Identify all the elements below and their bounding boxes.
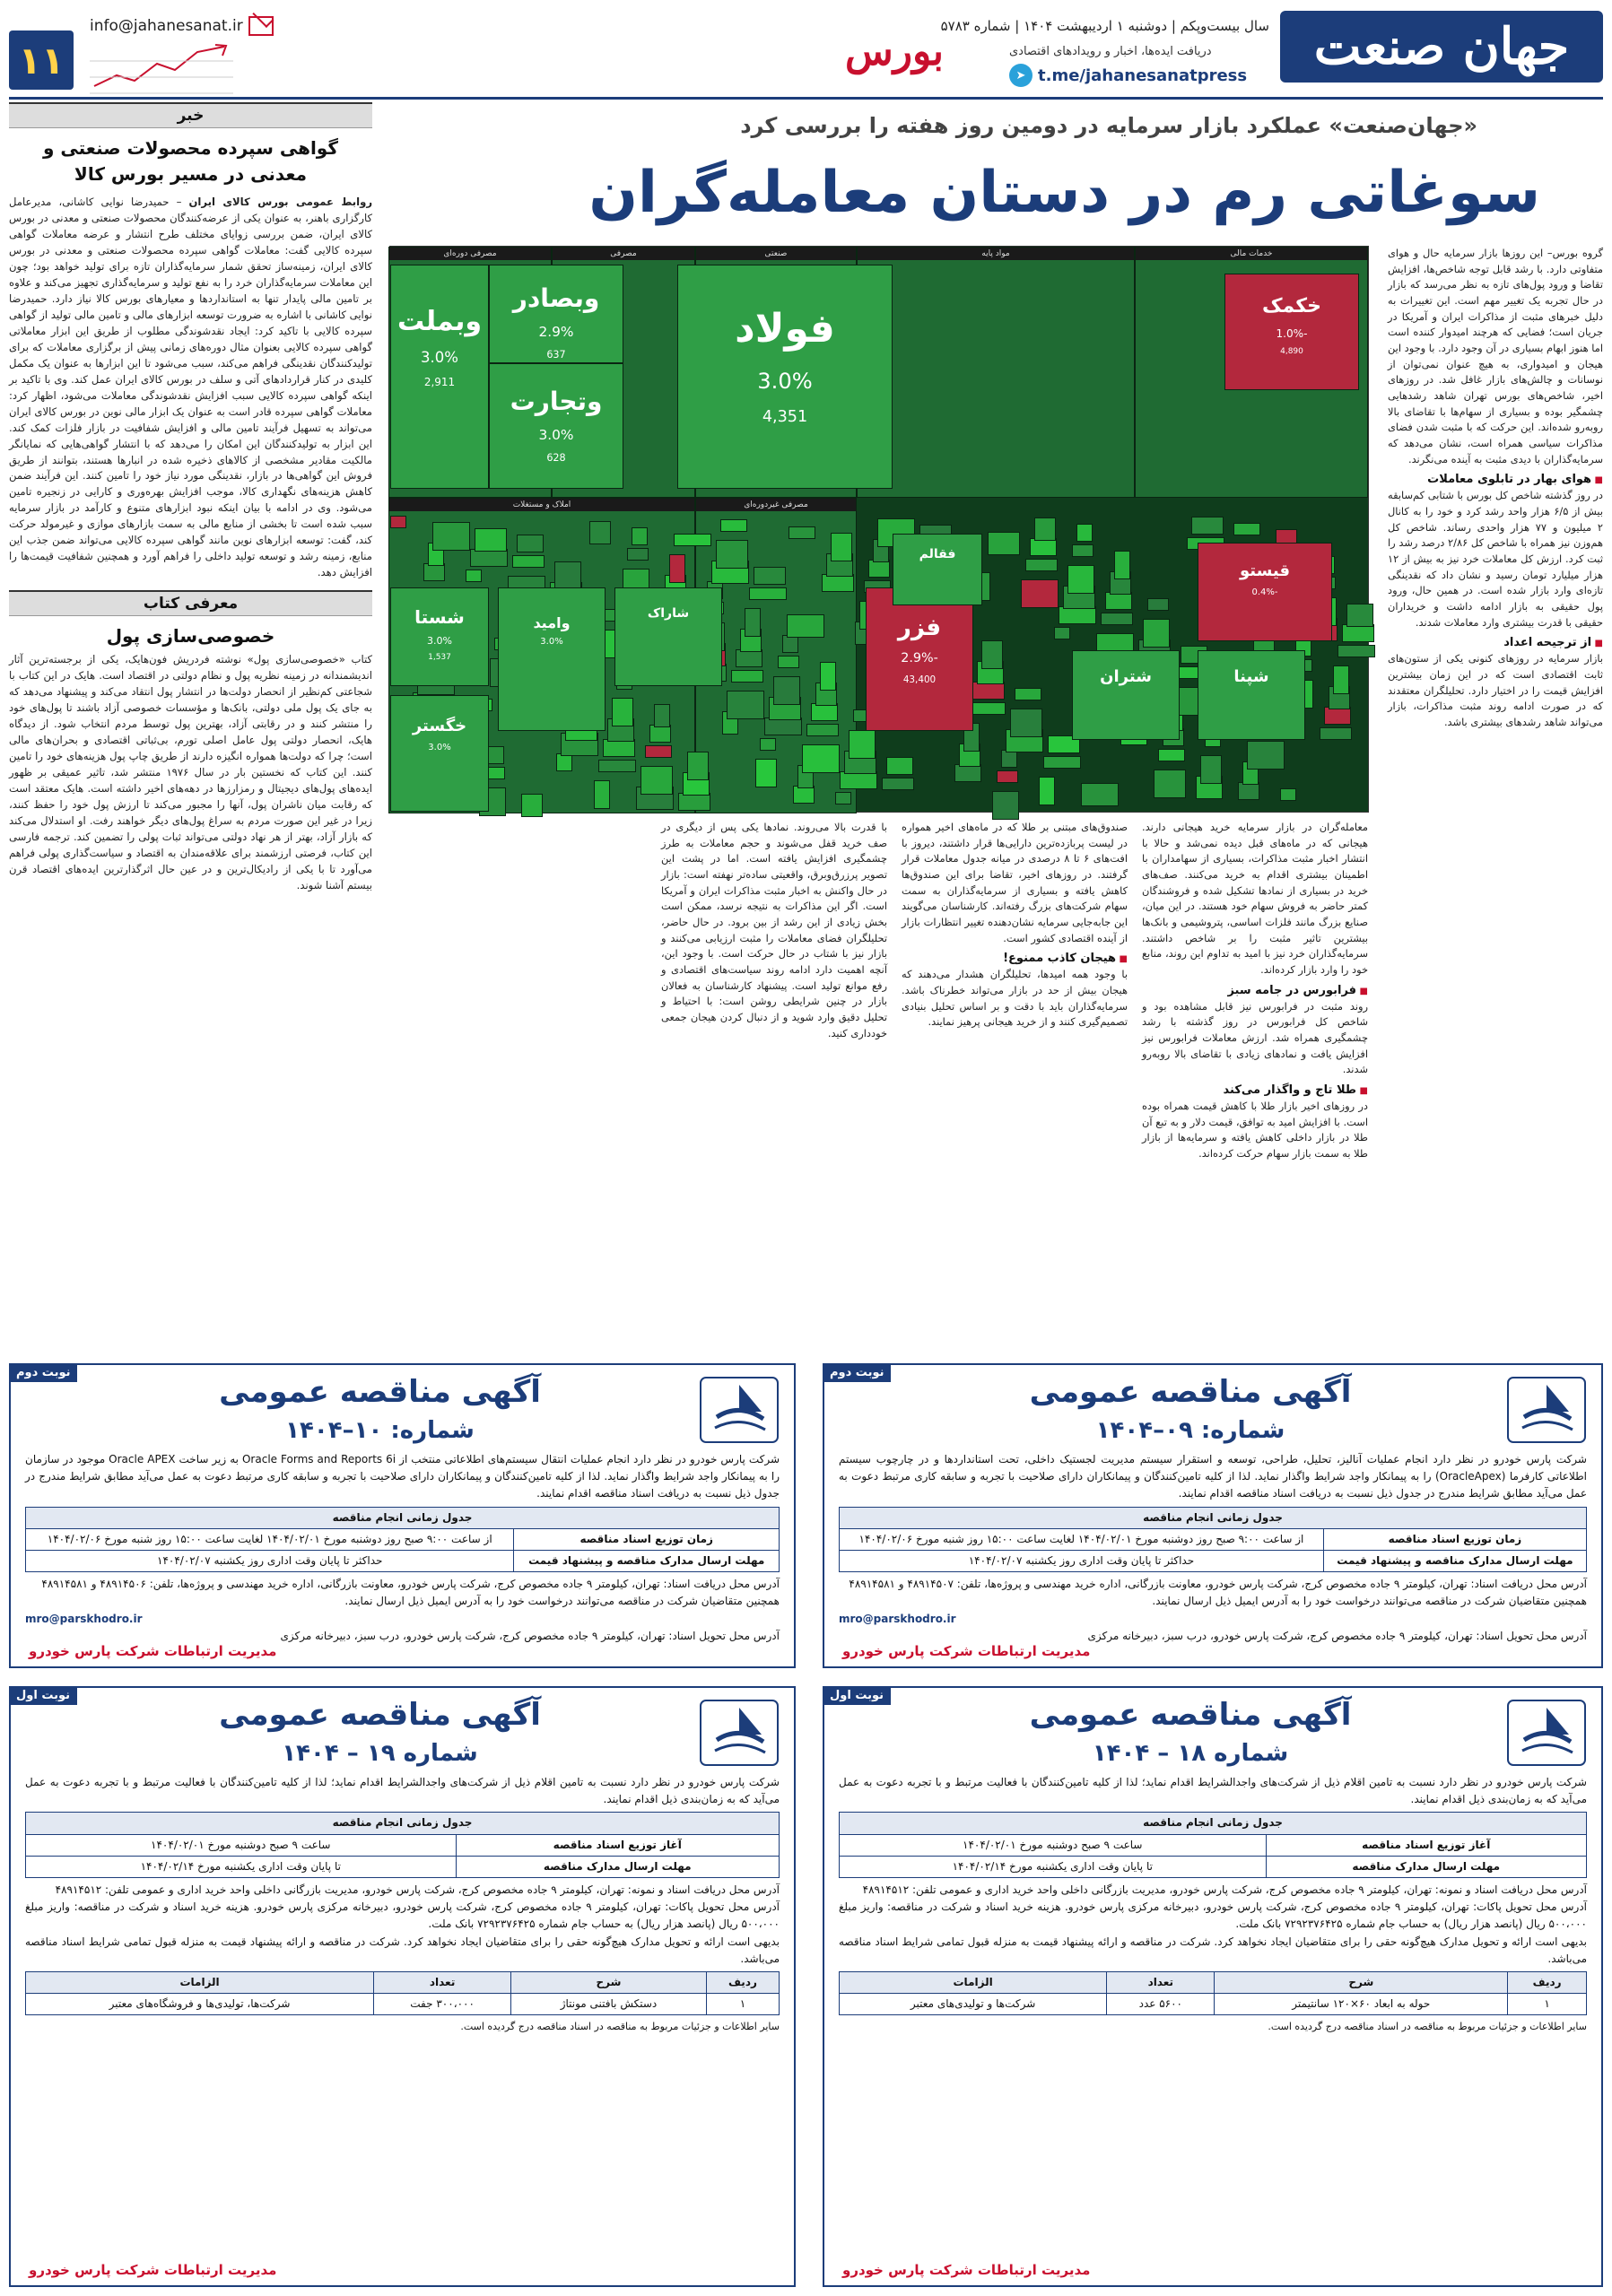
masthead xyxy=(9,11,1603,99)
heatmap-minor-tile[interactable] xyxy=(1001,750,1017,768)
header-rule xyxy=(9,97,1603,100)
heatmap-tile-name: وامید xyxy=(533,613,571,631)
ad-address-3: بدیهی است ارائه و تحویل مدارک هیچ‌گونه حقی را برای متقاضیان ایجاد نخواهد کرد. شرکت در مناقصه و ارائه پیشنهاد قیمت به منزله قبول تمامی شرایط اسناد مناقصه می‌باشد. xyxy=(25,1935,780,1965)
schedule-label: زمان توزیع اسناد مناقصه xyxy=(514,1528,780,1550)
heatmap-sector-label: مصرفی دوره‌ای xyxy=(389,248,551,260)
items-cell: ۵۶۰۰ عدد xyxy=(1107,1994,1215,2015)
heatmap-sector-label: مواد پایه xyxy=(858,248,1134,260)
heatmap-tile-name: فقالم xyxy=(919,547,956,562)
page-number: ۱۱ xyxy=(9,30,74,90)
column-2-subhead-1: ■ فرابورس در جامه سبز xyxy=(1142,984,1368,997)
items-cell: دستکش بافتنی مونتاژ xyxy=(511,1994,707,2015)
heatmap-minor-tile[interactable] xyxy=(603,739,635,757)
heatmap-minor-tile[interactable] xyxy=(1039,777,1055,805)
heatmap-tile[interactable] xyxy=(1198,650,1305,740)
column-2-text-b: روند مثبت در فرابورس نیز قابل مشاهده بود و شاخص کل فرابورس در روز گذشته با رشد چشمگیری همراه شد. ارزش معاملات فرابورس نیز افزایش یافت و نمادهای زیادی با تقاضای بالا روبه‌رو شدند. xyxy=(1142,999,1368,1076)
heatmap-minor-tile[interactable] xyxy=(1158,749,1185,761)
heatmap-minor-tile[interactable] xyxy=(1059,606,1096,624)
heatmap-minor-tile[interactable] xyxy=(594,780,610,809)
heatmap-minor-tile[interactable] xyxy=(678,793,710,811)
schedule-label: مهلت ارسال مدارک مناقصه xyxy=(1266,1856,1586,1877)
items-table xyxy=(25,1971,780,2015)
heatmap-tile-percent: 3.0% xyxy=(540,637,563,648)
heatmap-tile[interactable] xyxy=(498,587,606,731)
items-cell: ۱ xyxy=(706,1994,779,2015)
heatmap-minor-tile[interactable] xyxy=(736,649,762,667)
heatmap-minor-tile[interactable] xyxy=(1333,665,1349,694)
heatmap-minor-tile[interactable] xyxy=(512,555,545,568)
heatmap-tile-value: 1,537 xyxy=(428,652,451,662)
news-body-text: – حمیدرضا نوایی کاشانی، مدیرعامل کارگزاری باهنر، به عنوان یکی از عرضه‌کنندگان محصولات صنعتی و معدنی در بورس کالای ایران، ضمن بررسی زوایای مختلف طرح انتشار و عرضه معاملات گواهی سپرده کالایی گفت: معاملات گواهی سپرده محصولات صنعتی و معدنی در بورس کالای ایران، زمینه‌ساز تحقق شمار سرمایه‌گذاران تازه برای تولید خواهد بود؛ چون این معاملات سرمایه‌گذاران خرد را به نفع تولید و سرمایه‌گذاری تجهیز می‌کند و علاوه بر تامین مالی پایدار تنها به استانداردها و معیارهای بورس کالا نیاز دارد. حمیدرضا نوایی کاشانی با اشاره به ضرورت توسعه ابزارهای مالی و تامین مالی تولید از گواهی سپرده کالایی با تاکید کرد: ایجاد نقدشوندگی مطلوب از طریق این ابزار معاملاتی گواهی سپرده کالایی بعنوان مثال دوره‌های زمانی پیش از برگزاری معاملات که برای تولیدکنندگان نقدینگی فراهم می‌کند، سبب می‌شود تا این ابزارها به عنوان یک مکمل کلیدی در کنار قراردادهای آتی و سلف در بورس کالای ایران عمل کند. وی با تاکید بر اینکه گواهی سپرده کالایی سبب افزایش نقدشوندگی معاملات می‌شود، اظهار کرد: معاملات گواهی سپرده قادر است به عنوان یک ابزار مالی نوین در بورس کالای ایران می‌تواند به تسهیل فرآیند تامین مالی و افزایش شفافیت در بازار فلزات کمک کند. این ابزار به تولیدکنندگان این امکان را می‌دهد که با انتشار گواهی‌هایی که نمایانگر مالکیت مقادیر مشخصی از کالاهای ذخیره شده در انبارها هستند، بتوانند از طریق فروش این گواهی‌ها در بازار، نقدینگی مورد نیاز خود را تامین کنند. این فرآیند ضمن کاهش هزینه‌های نگهداری کالا، موجب افزایش بهره‌وری و کارایی در زنجیره تامین می‌شود. وی در ادامه با بیان اینکه نبود ابزارهای متنوع و کارآمد در بازار سرمایه سبب شده است تا بخشی از منابع مالی به سمت بازارهای موازی و غیرمولد حرکت کند، گفت: توسعه ابزارهای نوین مانند گواهی سپرده کالایی می‌تواند ضمن جذب این منابع، زمینه رشد و توسعه تولید داخلی را فراهم آورد و همچنین شفافیت قیمت‌ها را افزایش دهد. xyxy=(9,196,372,579)
items-table xyxy=(839,1971,1587,2015)
heatmap-tile-percent: 3.0% xyxy=(538,427,574,443)
article-column-1 xyxy=(1388,246,1603,731)
heatmap-minor-tile[interactable] xyxy=(820,662,836,691)
heatmap-tile[interactable] xyxy=(390,587,489,686)
heatmap-minor-tile[interactable] xyxy=(1043,756,1081,769)
tender-ad xyxy=(9,1363,796,1668)
left-sidebar xyxy=(9,102,372,1358)
heatmap-minor-tile[interactable] xyxy=(1143,619,1170,648)
heatmap-tile-percent: 3.0% xyxy=(421,349,458,366)
heatmap-tile-percent: -1.0% xyxy=(1276,326,1308,340)
ad-signature: مدیریت ارتباطات شرکت پارس خودرو xyxy=(29,2262,277,2278)
heatmap-tile-name: شاراک xyxy=(647,605,690,621)
heatmap-minor-tile[interactable] xyxy=(1280,788,1296,801)
items-cell: شرکت‌ها، تولیدی‌ها و فروشگاه‌های معتبر xyxy=(26,1994,374,2015)
heatmap-minor-tile[interactable] xyxy=(954,764,981,782)
ad-footer-note: سایر اطلاعات و جزئیات مربوط به مناقصه در اسناد مناقصه درج گردیده است. xyxy=(460,2021,780,2033)
tender-ad xyxy=(823,1686,1603,2287)
heatmap-minor-tile[interactable] xyxy=(716,540,748,569)
heatmap-minor-tile[interactable] xyxy=(745,608,761,637)
schedule-table xyxy=(839,1812,1587,1878)
ad-address-2: همچنین متقاضیان شرکت در مناقصه می‌توانند درخواست خود را به آدرس ایمیل ذیل ارسال نمایند. xyxy=(344,1595,780,1608)
ad-footer-note: سایر اطلاعات و جزئیات مربوط به مناقصه در اسناد مناقصه درج گردیده است. xyxy=(1268,2021,1587,2033)
heatmap-minor-tile[interactable] xyxy=(632,527,648,545)
heatmap-tile-name: وتجارت xyxy=(510,387,603,417)
ad-address-2: همچنین متقاضیان شرکت در مناقصه می‌توانند درخواست خود را به آدرس ایمیل ذیل ارسال نمایند. xyxy=(1152,1595,1587,1608)
heatmap-tile-name: شتران xyxy=(1100,667,1152,686)
heatmap-minor-tile[interactable] xyxy=(1010,709,1042,737)
heatmap-minor-tile[interactable] xyxy=(589,521,611,544)
column-1-text: گروه بورس– این روزها بازار سرمایه حال و هوای متفاوتی دارد. با رشد قابل توجه شاخص‌ها، افزایش تقاضا و ورود پول‌های تازه به نظر می‌رسد که بازار در حال تجربه یک تغییر مهم است. این تغییرات به دلیل خبرهای مثبت از مذاکرات ایران و آمریکا در جریان است؛ فضایی که هرچند امیدوار کننده است اما هنوز ابهام بسیاری در آن وجود دارد. با وجود این هیجان و امیدواری، به هیچ عنوان نمی‌توان از نوسانات و چالش‌های بازار غافل شد. در روزهای اخیر، شاخص‌های بورس تهران شاهد رشدهایی چشمگیر بوده و بسیاری از سهام‌ها با تقاضای بالا روبه‌رو شده‌اند. این حرکت که با مثبت شدن فضای مذاکرات سیاسی همراه است، نشان می‌دهد که سرمایه‌گذاران با دیدی مثبت به آینده می‌نگرند. xyxy=(1388,247,1603,465)
ad-title: آگهی مناقصه عمومی xyxy=(219,1374,541,1410)
pars-khodro-logo-icon xyxy=(699,1376,780,1444)
ad-number: شماره: ۱۰–۱۴۰۴ xyxy=(285,1417,475,1444)
heatmap-minor-tile[interactable] xyxy=(988,532,1020,555)
ad-address-1: آدرس محل دریافت اسناد: تهران، کیلومتر ۹ جاده مخصوص کرج، شرکت پارس خودرو، معاونت بازرگانی، اداره خرید مهندسی و پروژه‌ها، تلفن: ۴۸۹۱۴۵۰۷ و ۴۸۹۱۴۵۸۱ xyxy=(849,1578,1587,1591)
heatmap-tile-value: 637 xyxy=(546,348,566,361)
schedule-table xyxy=(839,1507,1587,1573)
schedule-value: تا پایان وقت اداری یکشنبه مورخ ۱۴۰۴/۰۲/۱۴ xyxy=(26,1856,457,1877)
ad-address-3: بدیهی است ارائه و تحویل مدارک هیچ‌گونه حقی را برای متقاضیان ایجاد نخواهد کرد. شرکت در مناقصه و ارائه پیشنهاد قیمت به منزله قبول تمامی شرایط اسناد مناقصه می‌باشد. xyxy=(839,1935,1587,1965)
heatmap-minor-tile[interactable] xyxy=(612,698,633,726)
heatmap-tile-value: 628 xyxy=(546,452,566,464)
heatmap-tile-percent: 3.0% xyxy=(427,634,452,647)
ad-signature: مدیریت ارتباطات شرکت پارس خودرو xyxy=(29,1643,277,1659)
heatmap-tile[interactable] xyxy=(677,265,893,489)
column-4-text: با قدرت بالا می‌روند. نمادها یکی پس از دیگری در صف خرید قفل می‌شوند و حجم معاملات به طرز چشمگیری افزایش یافته است. اما در پشت این تصویر پرزرق‌وبرق، واقعیتی ساده‌تر نهفته است: بازار در حال واکنش به اخبار مثبت مذاکرات ایران و آمریکا است. اگر این مذاکرات به نتیجه نرسد، ممکن است بخش زیادی از این رشد از بین برود. در حال حاضر، تحلیلگران فضای معاملات را مثبت ارزیابی می‌کنند و بازار نیز با شتاب در حال حرکت است. با وجود این، آنچه اهمیت دارد ادامه روند سیاست‌های اقتصادی و رفع موانع تولید است. پیشنهاد کارشناسان به فعالان بازار در چنین شرایطی روشن است: با احتیاط و تحلیل دقیق وارد شوید و از دنبال کردن هیجان جمعی خودداری کنید. xyxy=(661,821,887,1039)
heatmap-minor-tile[interactable] xyxy=(1233,523,1260,535)
heatmap-tile-value: 4,351 xyxy=(762,408,808,427)
telegram-url[interactable]: t.me/jahanesanatpress xyxy=(1038,65,1248,85)
items-cell: شرکت‌ها و تولیدی‌های معتبر xyxy=(840,1994,1107,2015)
ad-round-tag: نوبت دوم xyxy=(823,1363,891,1382)
heatmap-minor-tile[interactable] xyxy=(669,554,685,583)
heatmap-minor-tile[interactable] xyxy=(1105,592,1132,610)
heatmap-minor-tile[interactable] xyxy=(968,702,1006,715)
items-header-cell: الزامات xyxy=(26,1971,374,1993)
heatmap-minor-tile[interactable] xyxy=(1067,565,1094,594)
heatmap-minor-tile[interactable] xyxy=(835,792,851,804)
heatmap-minor-tile[interactable] xyxy=(764,718,802,735)
heatmap-minor-tile[interactable] xyxy=(488,746,504,764)
column-3-text: صندوق‌های مبتنی بر طلا که در ماه‌های اخیر همواره در لیست پربازده‌ترین دارایی‌ها قرار داشتند، دیروز با افت‌های ۶ تا ۸ درصدی در میانه جدول معاملات قرار گرفتند. در روزهای اخیر، تقاضا برای این صندوق‌ها کاهش یافته و بسیاری از سرمایه‌گذاران به سمت سهام شرکت‌های بزرگ رفته‌اند. کارشناسان می‌گویند این جابه‌جایی سرمایه نشان‌دهنده تغییر انتظارات بازار از آینده اقتصادی کشور است. xyxy=(902,821,1128,944)
heatmap-tile-percent: -0.4% xyxy=(1251,587,1278,597)
heatmap-tile-name: فزر xyxy=(897,613,942,641)
ad-address-3: آدرس محل تحویل اسناد: تهران، کیلومتر ۹ جاده مخصوص کرج، شرکت پارس خودرو، درب سبز، دبیرخانه مرکزی xyxy=(280,1629,780,1642)
ad-title: آگهی مناقصه عمومی xyxy=(1029,1374,1352,1410)
heatmap-minor-tile[interactable] xyxy=(1030,538,1057,556)
heatmap-minor-tile[interactable] xyxy=(1034,517,1056,541)
heatmap-minor-tile[interactable] xyxy=(802,744,840,773)
ad-intro: شرکت پارس خودرو در نظر دارد انجام عملیات آنالیز، تحلیل، طراحی، توسعه و استقرار سیستم مدیریت لجستیک داخلی، تحت استانداردها و در چارچوب سیستم اطلاعاتی کارفرما (OracleApex) را به پیمانکار واجد شرایط واگذار نماید. لذا از کلیه تامین‌کنندگان و پیمانکاران دارای صلاحیت با تجربه و سابقه کاری مرتبط دعوت به عمل می‌آید مطابق شرایط مندرج در جدول ذیل نسبت به دریافت اسناد مناقصه اقدام نمایند. xyxy=(839,1453,1587,1500)
ad-address-3: آدرس محل تحویل اسناد: تهران، کیلومتر ۹ جاده مخصوص کرج، شرکت پارس خودرو، درب سبز، دبیرخانه مرکزی xyxy=(1087,1629,1587,1642)
heatmap-minor-tile[interactable] xyxy=(981,640,1003,669)
tender-ad xyxy=(823,1363,1603,1668)
items-cell: ۳۰۰،۰۰۰ جفت xyxy=(374,1994,511,2015)
ad-title: آگهی مناقصه عمومی xyxy=(219,1697,541,1733)
column-3-subhead-1: ■ هیجان کاذب ممنوع! xyxy=(902,952,1128,965)
heatmap-tile-percent: 3.0% xyxy=(428,743,451,753)
heatmap-minor-tile[interactable] xyxy=(1015,688,1041,700)
items-header-cell: شرح xyxy=(511,1971,707,1993)
ad-address-2: آدرس محل تحویل پاکات: تهران، کیلومتر ۹ جاده مخصوص کرج، شرکت پارس خودرو، دبیرخانه مرکزی پارس خودرو. هزینه خرید اسناد و شرکت در مناقصه: واریز مبلغ ۵۰۰،۰۰۰ ریال (پانصد هزار ریال) به حساب جام شماره ۷۲۹۲۳۷۶۴۲۵ بانک ملت. xyxy=(839,1900,1588,1931)
ad-address-1: آدرس محل دریافت اسناد و نمونه: تهران، کیلومتر ۹ جاده مخصوص کرج، شرکت پارس خودرو، مدیریت بازرگانی داخلی واحد خرید اداری و عمومی تلفن: ۴۸۹۱۴۵۱۲ xyxy=(862,1883,1587,1896)
items-cell: ۱ xyxy=(1508,1994,1587,2015)
heatmap-sector xyxy=(857,247,1135,498)
heatmap-minor-tile[interactable] xyxy=(822,574,854,592)
ad-number: شماره: ۰۹–۱۴۰۴ xyxy=(1095,1417,1285,1444)
schedule-label: مهلت ارسال مدارک مناقصه xyxy=(456,1856,779,1877)
schedule-table xyxy=(25,1507,780,1573)
ad-intro: شرکت پارس خودرو در نظر دارد انجام عملیات انتقال سیستم‌های اطلاعاتی منتخب از Oracle Forms and Reports 6i به زیر ساخت Oracle APEX موجود در سازمان را به پیمانکار واجد شرایط واگذار نماید. لذا از کلیه تامین‌کنندگان و پیمانکاران دارای صلاحیت با تجربه و سابقه کاری مرتبط دعوت به عمل می‌آید مطابق شرایط مندرج در جدول ذیل نسبت به دریافت اسناد مناقصه اقدام نمایند. xyxy=(25,1453,780,1500)
ad-intro: شرکت پارس خودرو در نظر دارد نسبت به تامین اقلام ذیل از شرکت‌های واجدالشرایط اقدام نماید؛ لذا از کلیه تامین‌کنندگان با فعالیت مرتبط و با تجربه دعوت به عمل می‌آید که به زمان‌بندی ذیل اقدام نمایند. xyxy=(839,1776,1587,1806)
ad-body xyxy=(839,1451,1587,1645)
ad-number: شماره ۱۹ – ۱۴۰۴ xyxy=(282,1740,478,1767)
heatmap-minor-tile[interactable] xyxy=(868,560,890,578)
heatmap-minor-tile[interactable] xyxy=(390,516,406,528)
items-header-cell: تعداد xyxy=(374,1971,511,1993)
heatmap-minor-tile[interactable] xyxy=(475,528,507,552)
article-column-2 xyxy=(1142,820,1368,1162)
ad-email[interactable]: mro@parskhodro.ir xyxy=(25,1612,143,1625)
email-address[interactable]: info@jahanesanat.ir xyxy=(90,17,243,35)
schedule-value: ساعت ۹ صبح دوشنبه مورخ ۱۴۰۴/۰۲/۰۱ xyxy=(26,1834,457,1856)
items-header-cell: الزامات xyxy=(840,1971,1107,1993)
article-kicker: «جهان‌صنعت» عملکرد بازار سرمایه در دومین روز هفته را بررسی کرد xyxy=(740,113,1477,138)
heatmap-sector-label: مصرفی غیردوره‌ای xyxy=(696,499,856,511)
heatmap-minor-tile[interactable] xyxy=(556,753,572,771)
heatmap-tile-percent: 2.9% xyxy=(538,323,574,340)
heatmap-minor-tile[interactable] xyxy=(997,770,1018,783)
book-title[interactable]: خصوصی‌سازی پول xyxy=(106,625,275,648)
heatmap-tile-name: خکمک xyxy=(1262,295,1321,318)
heatmap-minor-tile[interactable] xyxy=(1324,707,1351,725)
heatmap-minor-tile[interactable] xyxy=(727,691,764,719)
heatmap-minor-tile[interactable] xyxy=(1072,544,1094,557)
email-icon xyxy=(248,16,274,36)
schedule-value: از ساعت ۹:۰۰ صبح روز دوشنبه مورخ ۱۴۰۴/۰۲/۰۱ لغایت ساعت ۱۵:۰۰ روز شنبه مورخ ۱۴۰۴/۰۲/۰۶ xyxy=(26,1528,514,1550)
ad-number: شماره ۱۸ – ۱۴۰۴ xyxy=(1092,1740,1289,1767)
book-section-label: معرفی کتاب xyxy=(9,590,372,616)
heatmap-minor-tile[interactable] xyxy=(882,778,914,790)
pars-khodro-logo-icon xyxy=(1506,1699,1587,1767)
section-logo: بورس xyxy=(845,29,944,74)
heatmap-tile[interactable] xyxy=(1198,543,1332,641)
news-body xyxy=(9,195,372,581)
heatmap-minor-tile[interactable] xyxy=(1320,727,1352,740)
items-header-cell: تعداد xyxy=(1107,1971,1215,1993)
growth-chart-icon xyxy=(90,41,233,95)
schedule-label: زمان توزیع اسناد مناقصه xyxy=(1323,1528,1586,1550)
heatmap-minor-tile[interactable] xyxy=(645,745,672,758)
heatmap-minor-tile[interactable] xyxy=(789,526,815,539)
heatmap-minor-tile[interactable] xyxy=(849,730,876,759)
ad-round-tag: نوبت دوم xyxy=(9,1363,77,1382)
heatmap-minor-tile[interactable] xyxy=(598,760,636,772)
schedule-value: ساعت ۹ صبح دوشنبه مورخ ۱۴۰۴/۰۲/۰۱ xyxy=(840,1834,1267,1856)
news-lead: روابط عمومی بورس کالای ایران xyxy=(188,196,372,208)
schedule-value: حداکثر تا پایان وقت اداری روز یکشنبه ۱۴۰۴/۰۲/۰۷ xyxy=(840,1550,1324,1571)
telegram-box[interactable] xyxy=(1009,45,1269,90)
heatmap-minor-tile[interactable] xyxy=(749,587,787,600)
heatmap-tile[interactable] xyxy=(1072,650,1180,740)
heatmap-tile[interactable] xyxy=(614,587,722,686)
article-headline[interactable]: سوغاتی رم در دستان معامله‌گران xyxy=(588,160,1540,226)
heatmap-tile-name: شپنا xyxy=(1233,667,1269,686)
heatmap-minor-tile[interactable] xyxy=(811,703,838,721)
column-1-text-c: بازار سرمایه در روزهای کنونی یکی از ستون‌های ثابت اقتصادی است که در این زمان بیشترین افزایش قیمت را در اختیار دارد. تحلیلگران معتقدند که در صورت ادامه روند مثبت مذاکرات، بازار می‌تواند شاهد رشدهای بیشتری باشد. xyxy=(1388,652,1603,729)
heatmap-minor-tile[interactable] xyxy=(1147,598,1169,611)
heatmap-minor-tile[interactable] xyxy=(432,522,470,551)
main-article xyxy=(386,102,1603,1358)
heatmap-tile-name: خگستر xyxy=(412,717,467,736)
heatmap-tile-name: شستا xyxy=(414,605,465,628)
heatmap-minor-tile[interactable] xyxy=(773,676,800,705)
telegram-icon: ➤ xyxy=(1009,64,1033,87)
heatmap-minor-tile[interactable] xyxy=(787,614,824,638)
heatmap-minor-tile[interactable] xyxy=(992,791,1019,820)
schedule-caption: جدول زمانی انجام مناقصه xyxy=(840,1507,1587,1528)
ad-body xyxy=(25,1774,780,2035)
column-1-text-b: در روز گذشته شاخص کل بورس با شتابی کم‌سابقه بیش از ۶/۵ هزار واحد رشد کرد و خود را به کانال ۲ میلیون و ۷۷ هزار واحدی رساند. شاخص کل هم‌وزن نیز همراه با شاخص کل ۲/۸۶ درصد رشد را ثبت کرد. ارزش کل معاملات خرد نیز به بیش از ۱۲ هزار میلیارد تومان رسید و نشان داد که نقدینگی تازه‌ای وارد بازار شده است. در همین حال، ورود پول حقیقی به بازار ادامه داشت و خریداران حقیقی با قدرت بیشتری وارد معاملات شدند. xyxy=(1388,489,1604,629)
heatmap-minor-tile[interactable] xyxy=(782,635,798,653)
heatmap-minor-tile[interactable] xyxy=(1101,613,1133,625)
heatmap-tile[interactable] xyxy=(1224,274,1359,390)
heatmap-tile-name: فولاد xyxy=(735,306,835,352)
heatmap-minor-tile[interactable] xyxy=(687,752,709,780)
heatmap-minor-tile[interactable] xyxy=(760,738,776,751)
heatmap-minor-tile[interactable] xyxy=(1342,624,1374,642)
tender-ad xyxy=(9,1686,796,2287)
heatmap-tile-value: 4,890 xyxy=(1280,346,1303,356)
heatmap-tile-name: قیستو xyxy=(1239,561,1291,580)
heatmap-minor-tile[interactable] xyxy=(554,561,581,590)
heatmap-minor-tile[interactable] xyxy=(649,725,671,743)
column-3-text-b: با وجود همه امیدها، تحلیلگران هشدار می‌دهند که هیجان بیش از حد در بازار می‌تواند خطرناک باشد. سرمایه‌گذاران باید با دقت و بر اساس تحلیل بنیادی تصمیم‌گیری کنند و از خرید هیجانی پرهیز نمایند. xyxy=(902,968,1128,1029)
heatmap-minor-tile[interactable] xyxy=(654,704,670,727)
heatmap-minor-tile[interactable] xyxy=(731,670,763,683)
ad-intro: شرکت پارس خودرو در نظر دارد نسبت به تامین اقلام ذیل از شرکت‌های واجدالشرایط اقدام نماید؛ لذا از کلیه تامین‌کنندگان با فعالیت مرتبط و با تجربه دعوت به عمل می‌آید که به زمان‌بندی ذیل اقدام نمایند. xyxy=(25,1776,780,1806)
ad-body xyxy=(25,1451,780,1645)
ad-email[interactable]: mro@parskhodro.ir xyxy=(839,1612,956,1625)
heatmap-tile[interactable] xyxy=(489,363,623,489)
heatmap-minor-tile[interactable] xyxy=(793,786,815,804)
heatmap-minor-tile[interactable] xyxy=(886,757,913,775)
telegram-caption: دریافت ایده‌ها، اخبار و رویدادهای اقتصادی xyxy=(1009,45,1212,58)
heatmap-minor-tile[interactable] xyxy=(1114,551,1130,579)
schedule-value: حداکثر تا پایان وقت اداری روز یکشنبه ۱۴۰۴/۰۲/۰۷ xyxy=(26,1550,514,1571)
items-header-cell: ردیف xyxy=(1508,1971,1587,1993)
heatmap-tile[interactable] xyxy=(390,265,489,489)
market-heatmap xyxy=(389,246,1369,813)
column-2-text-c: در روزهای اخیر بازار طلا با کاهش قیمت همراه بوده است. با افزایش امید به توافق، قیمت دلار و به تبع آن طلا در بازار داخلی کاهش یافته و سرمایه‌ها از بازار طلا به سمت بازار سهام حرکت کرده‌اند. xyxy=(1142,1100,1368,1161)
heatmap-minor-tile[interactable] xyxy=(1154,770,1186,798)
heatmap-minor-tile[interactable] xyxy=(470,549,508,567)
article-column-3 xyxy=(902,820,1128,1031)
heatmap-minor-tile[interactable] xyxy=(754,567,786,585)
article-column-4 xyxy=(661,820,887,1041)
pars-khodro-logo-icon xyxy=(699,1699,780,1767)
items-header-cell: شرح xyxy=(1215,1971,1508,1993)
newspaper-logo[interactable] xyxy=(1280,11,1603,83)
heatmap-tile[interactable] xyxy=(893,534,982,605)
heatmap-minor-tile[interactable] xyxy=(1021,579,1059,608)
column-2-text: معامله‌گران در بازار سرمایه خرید هیجانی دارند. هیجانی که در ماه‌های قبل دیده نمی‌شد و حالا با انتشار اخبار مثبت مذاکرات، بسیاری از سهامداران با اطمینان بیشتری اقدام به خرید می‌کنند. صف‌های خرید در بسیاری از نمادها تشکیل شده و فروشندگان کمتر حاضر به فروش سهام خود هستند. در این میان، صنایع بزرگ مانند فلزات اساسی، پتروشیمی و بانک‌ها بیشترین تاثیر مثبت را بر شاخص داشتند. سرمایه‌گذاران خرد نیز با امید به تداوم این روند، منابع خود را وارد بازار کرده‌اند. xyxy=(1142,821,1368,977)
heatmap-minor-tile[interactable] xyxy=(1238,782,1259,800)
heatmap-minor-tile[interactable] xyxy=(1025,559,1058,571)
heatmap-minor-tile[interactable] xyxy=(627,548,649,561)
heatmap-sector-label: صنعتی xyxy=(696,248,856,260)
heatmap-tile-value: 43,400 xyxy=(902,674,937,686)
schedule-label: مهلت ارسال مدارک مناقصه و پیشنهاد قیمت xyxy=(514,1550,780,1571)
ad-round-tag: نوبت اول xyxy=(9,1686,77,1705)
news-section-label: خبر xyxy=(9,102,372,128)
heatmap-tile[interactable] xyxy=(390,695,489,812)
heatmap-minor-tile[interactable] xyxy=(1054,627,1070,639)
news-title[interactable]: گواهی سپرده محصولات صنعتی و معدنی در مسیر بورس کالا xyxy=(43,137,338,185)
heatmap-minor-tile[interactable] xyxy=(640,766,673,795)
heatmap-sector-label: خدمات مالی xyxy=(1136,248,1367,260)
heatmap-minor-tile[interactable] xyxy=(466,570,482,582)
heatmap-tile-percent: -2.9% xyxy=(901,651,938,666)
heatmap-minor-tile[interactable] xyxy=(1338,645,1375,657)
schedule-caption: جدول زمانی انجام مناقصه xyxy=(26,1813,780,1834)
schedule-label: مهلت ارسال مدارک مناقصه و پیشنهاد قیمت xyxy=(1323,1550,1586,1571)
ad-round-tag: نوبت اول xyxy=(823,1686,891,1705)
ad-address-2: آدرس محل تحویل پاکات: تهران، کیلومتر ۹ جاده مخصوص کرج، شرکت پارس خودرو، دبیرخانه مرکزی پارس خودرو. هزینه خرید اسناد و شرکت در مناقصه: واریز مبلغ ۵۰۰،۰۰۰ ریال (پانصد هزار ریال) به حساب جام شماره ۷۲۹۲۳۷۶۴۲۵ بانک ملت. xyxy=(25,1900,780,1931)
items-cell: حوله به ابعاد ۶۰×۱۲۰ سانتیمتر xyxy=(1215,1994,1508,2015)
issue-line: سال بیست‌وپکم | دوشنبه ۱ اردیبهشت ۱۴۰۴ | شماره ۵۷۸۳ xyxy=(940,18,1269,34)
heatmap-tile[interactable] xyxy=(489,265,623,363)
ad-address-1: آدرس محل دریافت اسناد: تهران، کیلومتر ۹ جاده مخصوص کرج، شرکت پارس خودرو، معاونت بازرگانی، اداره خرید مهندسی و پروژه‌ها، تلفن: ۴۸۹۱۴۵۰۶ و ۴۸۹۱۴۵۸۱ xyxy=(41,1578,780,1591)
heatmap-minor-tile[interactable] xyxy=(840,771,877,789)
schedule-caption: جدول زمانی انجام مناقصه xyxy=(840,1813,1587,1834)
schedule-value: تا پایان وقت اداری یکشنبه مورخ ۱۴۰۴/۰۲/۱۴ xyxy=(840,1856,1267,1877)
ad-title: آگهی مناقصه عمومی xyxy=(1029,1697,1352,1733)
book-body: کتاب «خصوصی‌سازی پول» نوشته فردریش فون‌هایک، یکی از برجسته‌ترین آثار اندیشمندانه در زمینه نظریه پول و نظام دولتی در اقتصاد است. هایک در این کتاب با شجاعتی کم‌نظیر از انحصار دولت‌ها در انتشار پول انتقاد می‌کند و پیشنهاد می‌دهد که به جای یک پول ملی دولتی، بانک‌ها و مؤسسات خصوصی آزاد باشند تا پول‌های خود را منتشر کنند و در رقابتی آزاد، بهترین پول توسط مردم انتخاب شود. از دیدگاه هایک، انحصار دولتی پول عامل اصلی تورم، بی‌ثباتی اقتصادی و بحران‌های مالی است؛ چرا که دولت‌ها همواره انگیزه دارند از طریق چاپ پول هزینه‌های خود را تامین کنند. این کتاب که نخستین بار در سال ۱۹۷۶ منتشر شد، تاثیر عمیقی بر ظهور ایده‌های پول‌های دیجیتال و رمزارزها در دهه‌های اخیر داشته است. هایک معتقد است که رقابت میان ناشران پول، آنها را مجبور می‌کند تا ارزش پول خود را حفظ کنند، زیرا در غیر این صورت مردم به سراغ پول‌های دیگر خواهند رفت. او استدلال می‌کند که بازار آزاد، بهتر از هر نهاد دولتی می‌تواند ثبات پولی را تضمین کند. ترجمه فارسی این کتاب، فرصتی ارزشمند برای علاقه‌مندان به اقتصاد و سیاست‌گذاری پولی فراهم می‌آورد تا با یکی از رادیکال‌ترین و در عین حال اثرگذارترین ایده‌های اقتصاد قرن بیستم آشنا شوند. xyxy=(9,653,372,891)
schedule-caption: جدول زمانی انجام مناقصه xyxy=(26,1507,780,1528)
pars-khodro-logo-icon xyxy=(1506,1376,1587,1444)
ad-address-1: آدرس محل دریافت اسناد و نمونه: تهران، کیلومتر ۹ جاده مخصوص کرج، شرکت پارس خودرو، مدیریت بازرگانی داخلی واحد خرید اداری و عمومی تلفن: ۴۸۹۱۴۵۱۲ xyxy=(55,1883,780,1896)
heatmap-minor-tile[interactable] xyxy=(778,656,799,668)
heatmap-minor-tile[interactable] xyxy=(1191,517,1224,535)
heatmap-minor-tile[interactable] xyxy=(1200,755,1222,784)
heatmap-minor-tile[interactable] xyxy=(831,533,852,561)
heatmap-minor-tile[interactable] xyxy=(423,563,445,581)
schedule-label: آغاز توزیع اسناد مناقصه xyxy=(456,1834,779,1856)
column-1-subhead-1: ■ هوای بهار در تابلوی معاملات xyxy=(1388,473,1603,486)
heatmap-sector-label: املاک و مستغلات xyxy=(389,499,694,511)
heatmap-minor-tile[interactable] xyxy=(1346,604,1373,627)
column-1-subhead-2: ■ از ترجیحه اعداد xyxy=(1388,636,1603,649)
heatmap-minor-tile[interactable] xyxy=(806,724,839,736)
heatmap-minor-tile[interactable] xyxy=(674,534,711,546)
schedule-table xyxy=(25,1812,780,1878)
heatmap-minor-tile[interactable] xyxy=(1247,741,1285,770)
column-2-subhead-2: ■ طلا تاج و واگذار می‌کند xyxy=(1142,1083,1368,1097)
ad-signature: مدیریت ارتباطات شرکت پارس خودرو xyxy=(842,1643,1091,1659)
heatmap-tile[interactable] xyxy=(866,587,973,731)
heatmap-minor-tile[interactable] xyxy=(972,682,1005,700)
heatmap-sector-label: مصرفی xyxy=(553,248,694,260)
items-header-cell: ردیف xyxy=(706,1971,779,1993)
heatmap-tile-name: وبملت xyxy=(396,306,483,337)
heatmap-minor-tile[interactable] xyxy=(521,794,543,817)
schedule-value: از ساعت ۹:۰۰ صبح روز دوشنبه مورخ ۱۴۰۴/۰۲/۰۱ لغایت ساعت ۱۵:۰۰ روز شنبه مورخ ۱۴۰۴/۰۲/۰۶ xyxy=(840,1528,1324,1550)
heatmap-minor-tile[interactable] xyxy=(517,535,544,552)
heatmap-minor-tile[interactable] xyxy=(755,759,777,787)
heatmap-minor-tile[interactable] xyxy=(1081,783,1119,806)
logo-text: جهان صنعت xyxy=(1313,17,1570,76)
heatmap-tile-value: 2,911 xyxy=(423,376,456,388)
heatmap-minor-tile[interactable] xyxy=(1076,524,1093,542)
schedule-label: آغاز توزیع اسناد مناقصه xyxy=(1266,1834,1586,1856)
email-box[interactable] xyxy=(90,16,274,36)
heatmap-tile-percent: 3.0% xyxy=(757,369,813,395)
ad-signature: مدیریت ارتباطات شرکت پارس خودرو xyxy=(842,2262,1091,2278)
heatmap-minor-tile[interactable] xyxy=(720,519,747,532)
ad-body xyxy=(839,1774,1587,2035)
heatmap-tile-name: وبصادر xyxy=(512,283,600,313)
